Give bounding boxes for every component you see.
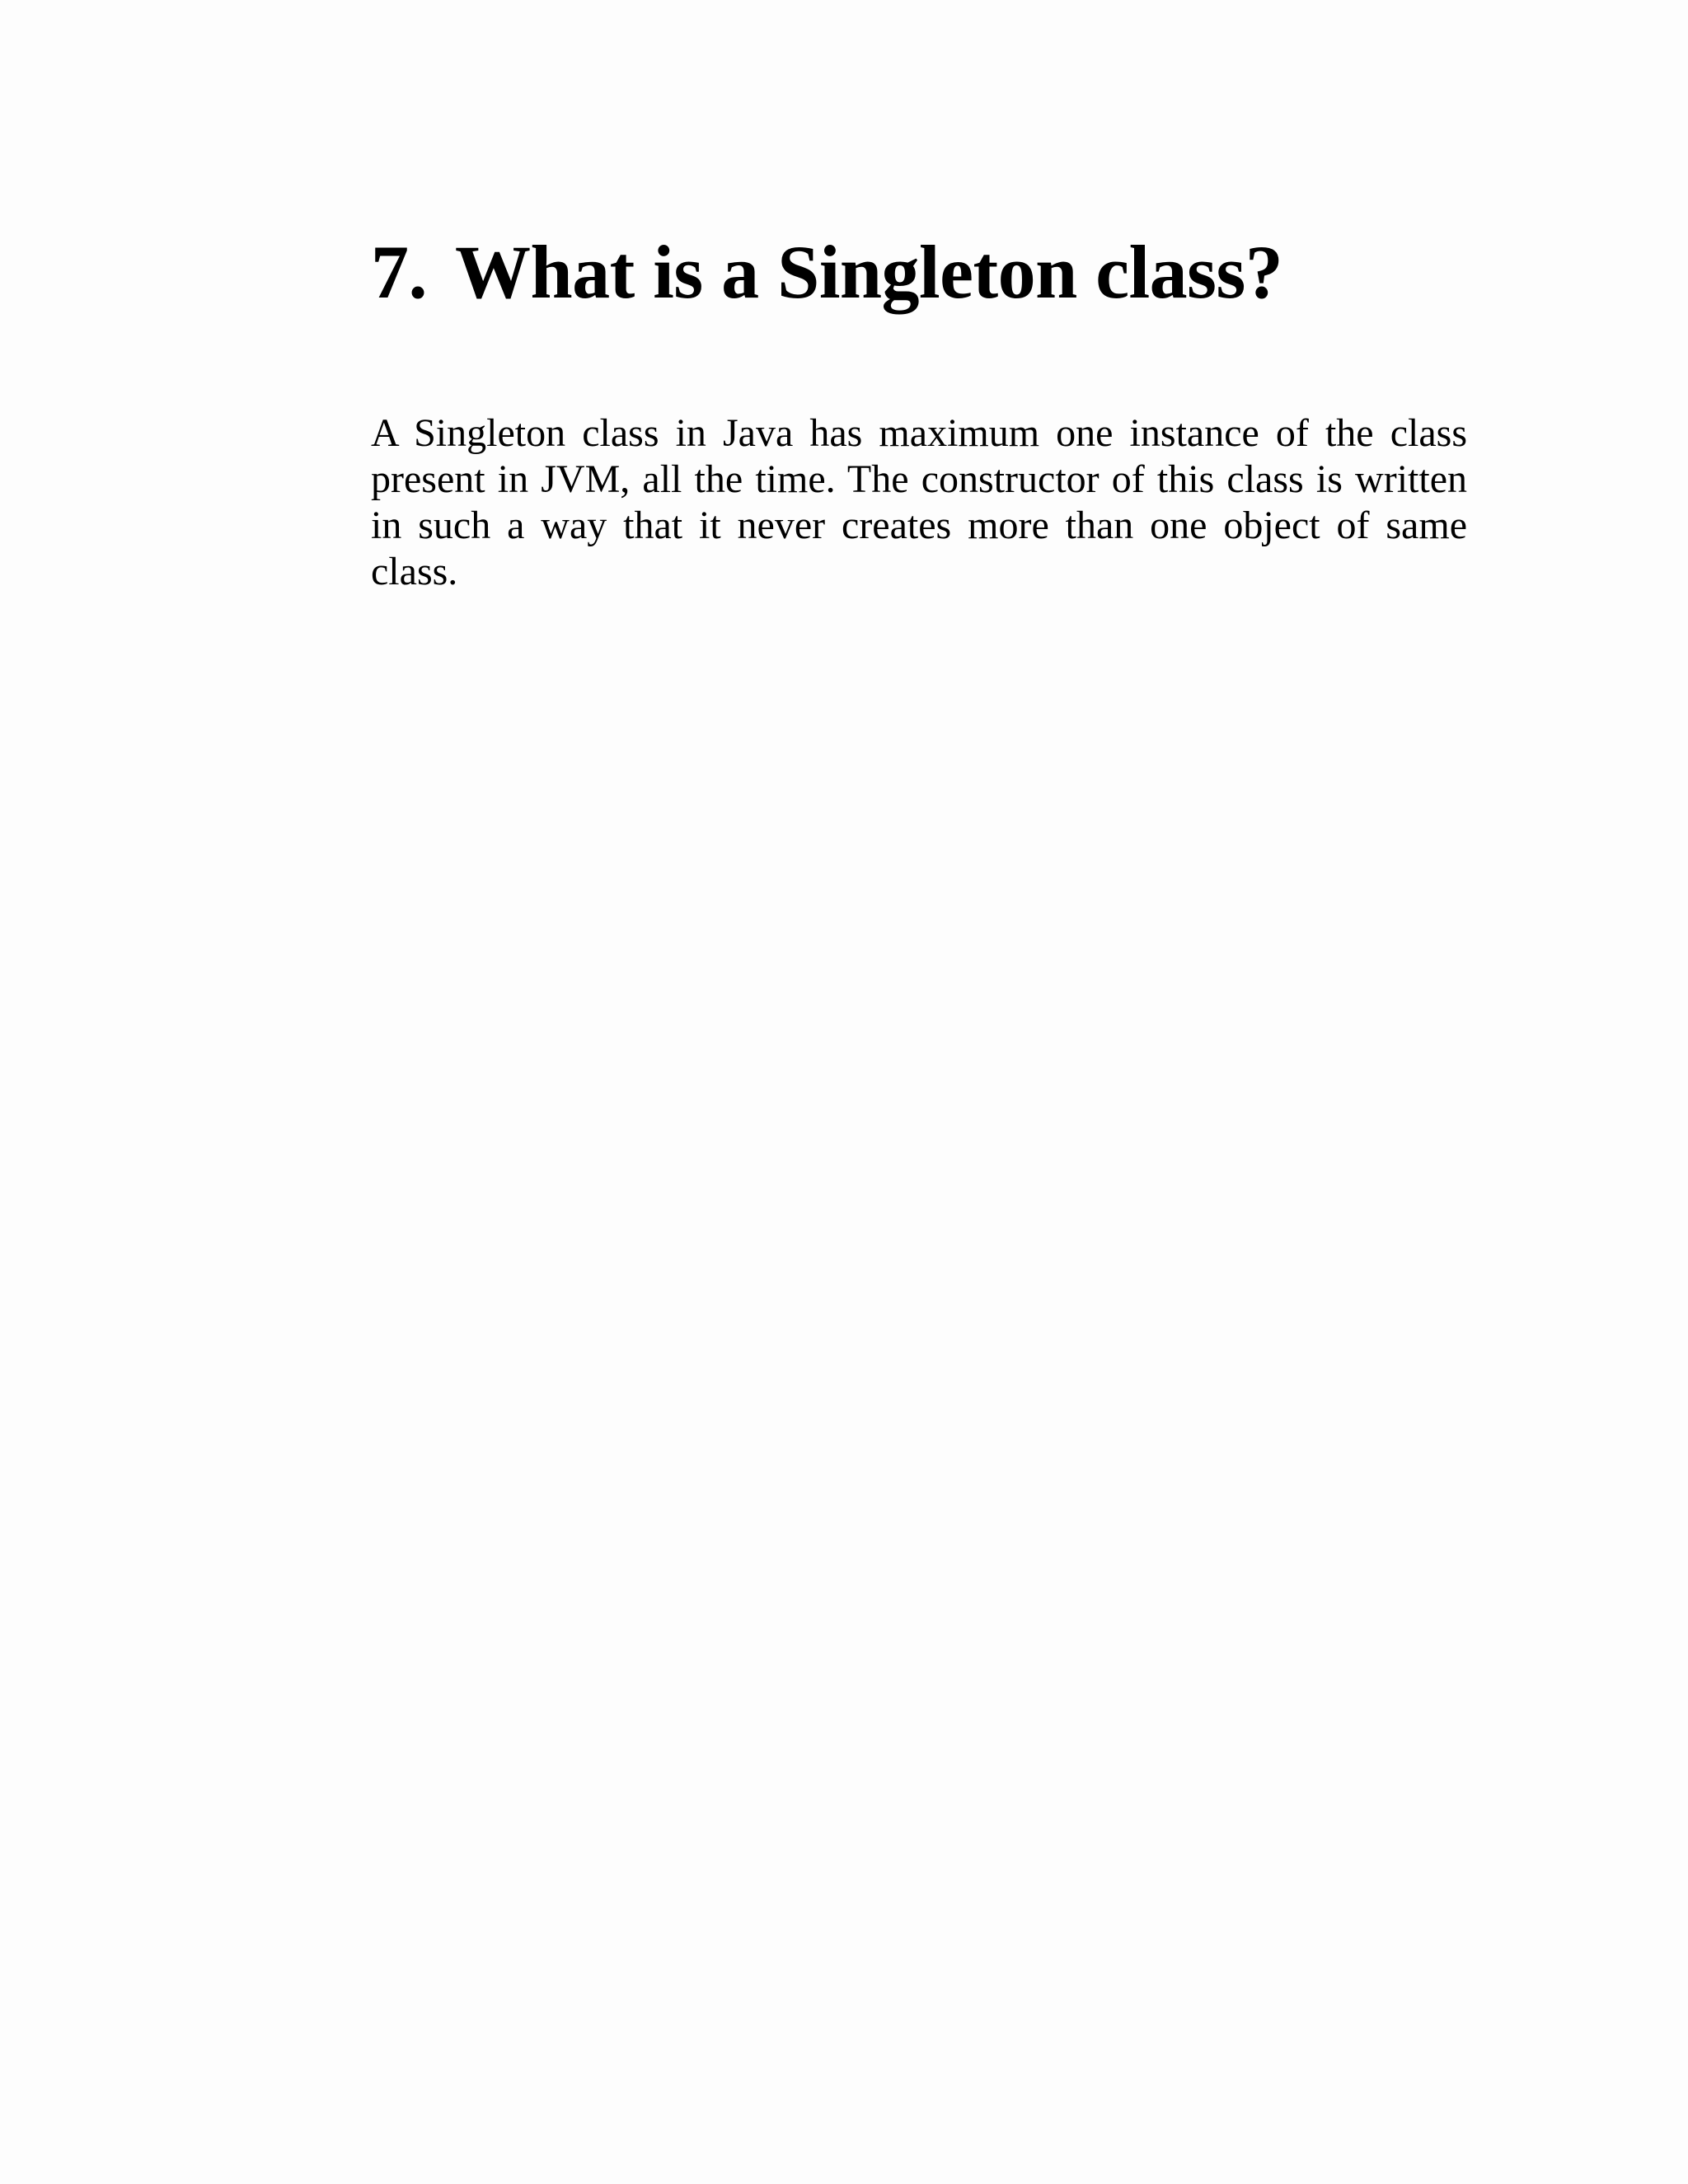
section-title: What is a Singleton class? [455, 230, 1283, 314]
body-paragraph: A Singleton class in Java has maximum one instance of the class present in JVM, all the time. The constructor of this class is written in such a way that it never creates more than one object of same class. [371, 411, 1467, 593]
section-heading [371, 223, 1467, 321]
page-content [371, 223, 1467, 595]
section-number: 7. [371, 230, 427, 314]
